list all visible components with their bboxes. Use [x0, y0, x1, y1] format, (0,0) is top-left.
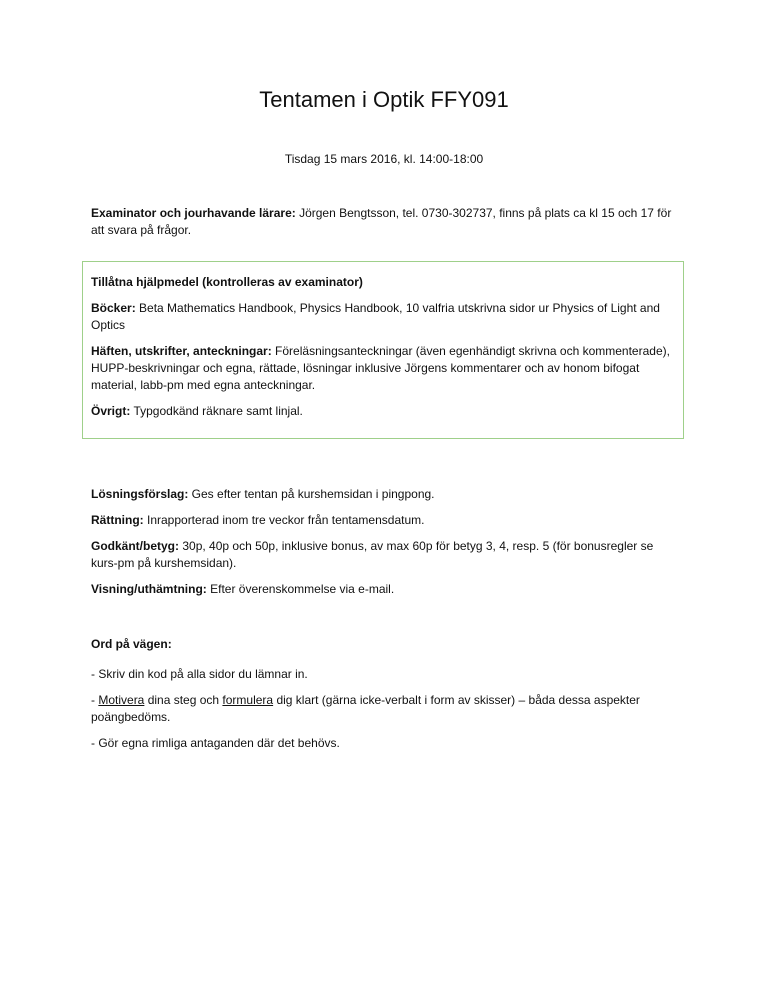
- formulera-word: formulera: [222, 693, 274, 707]
- allowed-aids-heading: [91, 274, 677, 291]
- solution-text: Ges efter tentan på kurshemsidan i pingpong.: [188, 487, 435, 501]
- allowed-aids-box: [82, 261, 684, 439]
- books-paragraph: [91, 300, 677, 334]
- grades-paragraph: [91, 538, 683, 572]
- other-text: Typgodkänd räknare samt linjal.: [130, 404, 303, 418]
- advice-item-3: - Gör egna rimliga antaganden där det behövs.: [91, 736, 340, 750]
- books-label: Böcker:: [91, 301, 136, 315]
- advice-heading: [91, 636, 683, 653]
- examinator-section: [91, 205, 683, 239]
- notes-label: Häften, utskrifter, anteckningar:: [91, 344, 272, 358]
- advice-section: [91, 636, 683, 761]
- advice-item-2-prefix: -: [91, 693, 99, 707]
- examinator-paragraph: [91, 205, 683, 239]
- grading-label: Rättning:: [91, 513, 144, 527]
- viewing-label: Visning/uthämtning:: [91, 582, 207, 596]
- exam-date: Tisdag 15 mars 2016, kl. 14:00-18:00: [284, 152, 484, 166]
- advice-item-1: - Skriv din kod på alla sidor du lämnar in.: [91, 667, 308, 681]
- page-title: Tentamen i Optik FFY091: [259, 87, 509, 112]
- advice-item-2-rest: dig klart (gärna icke-verbalt i form av skisser) – båda dessa aspekter poängbedöms.: [91, 693, 640, 724]
- solution-label: Lösningsförslag:: [91, 487, 189, 501]
- grades-label: Godkänt/betyg:: [91, 539, 180, 553]
- notes-text: Föreläsningsanteckningar (även egenhändigt skrivna och kommenterade), HUPP-beskrivningar och egna, rättade, lösningar inklusive Jörgens kommentarer och av honom bifogat material, labb-pm med egna anteckningar.: [91, 344, 670, 392]
- examinator-label: Examinator och jourhavande lärare:: [91, 206, 296, 220]
- books-text: Beta Mathematics Handbook, Physics Handbook, 10 valfria utskrivna sidor ur Physics of Light and Optics: [91, 301, 660, 332]
- examinator-text: Jörgen Bengtsson, tel. 0730-302737, finns på plats ca kl 15 och 17 för att svara på frågor.: [91, 206, 672, 237]
- grading-paragraph: [91, 512, 683, 529]
- other-label: Övrigt:: [91, 404, 131, 418]
- other-paragraph: [91, 403, 677, 420]
- solution-paragraph: [91, 486, 683, 503]
- info-section: [91, 486, 683, 607]
- advice-item-2-mid: dina steg och: [144, 693, 223, 707]
- viewing-paragraph: [91, 581, 683, 598]
- advice-heading-text: Ord på vägen:: [91, 637, 172, 651]
- grading-text: Inrapporterad inom tre veckor från tentamensdatum.: [143, 513, 425, 527]
- motivera-word: Motivera: [98, 693, 145, 707]
- advice-item-2: [91, 692, 683, 726]
- allowed-aids-heading-text: Tillåtna hjälpmedel (kontrolleras av examinator): [91, 275, 363, 289]
- notes-paragraph: [91, 343, 677, 394]
- grades-text: 30p, 40p och 50p, inklusive bonus, av max 60p för betyg 3, 4, resp. 5 (för bonusregler se kurs-pm på kurshemsidan).: [91, 539, 654, 570]
- viewing-text: Efter överenskommelse via e-mail.: [206, 582, 395, 596]
